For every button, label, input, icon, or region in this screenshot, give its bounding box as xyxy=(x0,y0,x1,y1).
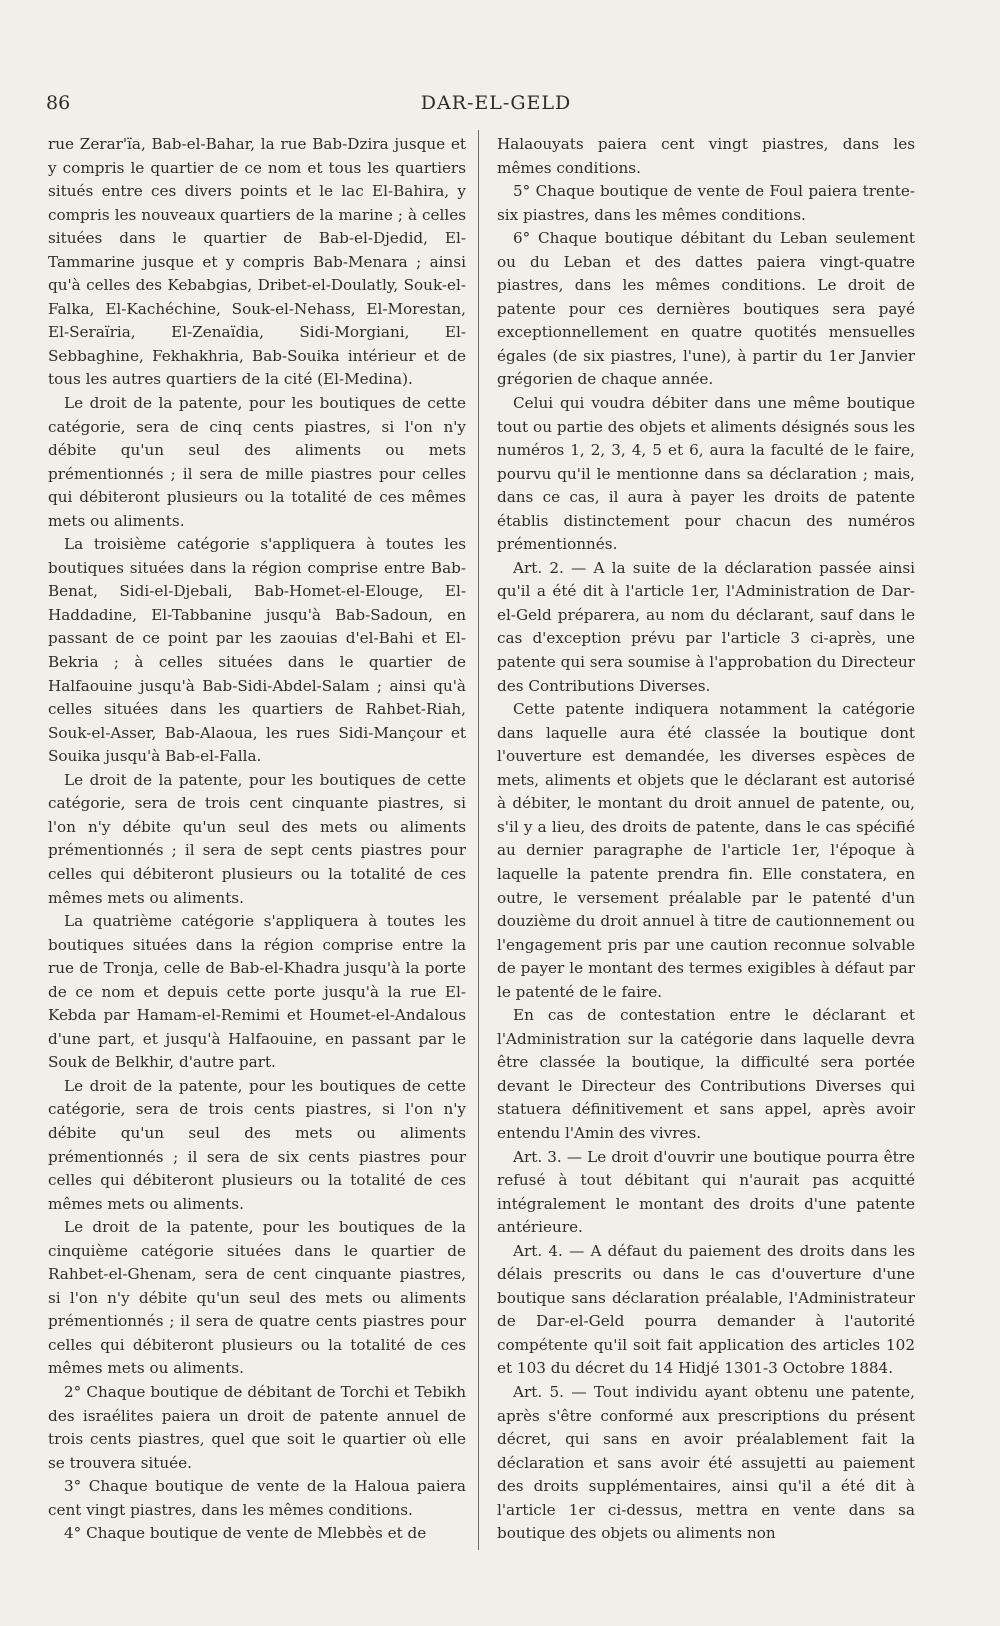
paragraph: Halaouyats paiera cent vingt piastres, dans les mêmes conditions. xyxy=(497,135,915,177)
paragraph: Cette patente indiquera notamment la catégorie dans laquelle aura été classée la boutique dont l'ouverture est demandée, les diverses espèces de mets, aliments et objets que le déclarant est autorisé à débiter, le montant du droit annuel de patente, ou, s'il y a lieu, des droits de patente, dans le cas spécifié au dernier paragraphe de l'article 1er, l'époque à laquelle la patente prendra fin. Elle constatera, en outre, le versement préalable par le patenté d'un douzième du droit annuel à titre de cautionnement ou l'engagement pris par une caution reconnue solvable de payer le montant des termes exigibles à défaut par le patenté de le faire. xyxy=(497,700,915,1001)
paragraph: 5° Chaque boutique de vente de Foul paiera trente-six piastres, dans les mêmes conditions. xyxy=(497,182,915,224)
left-column xyxy=(48,133,466,1546)
paragraph: 2° Chaque boutique de débitant de Torchi et Tebikh des israélites paiera un droit de patente annuel de trois cents piastres, quel que soit le quartier où elle se trouvera située. xyxy=(48,1382,466,1472)
paragraph: Le droit de la patente, pour les boutiques de la cinquième catégorie situées dans le quartier de Rahbet-el-Ghenam, sera de cent cinquante piastres, si l'on n'y débite qu'un seul des mets ou aliments prémentionnés ; il sera de quatre cents piastres pour celles qui débiteront plusieurs ou la totalité de ces mêmes mets ou aliments. xyxy=(48,1218,466,1378)
paragraph: Le droit de la patente, pour les boutiques de cette catégorie, sera de trois cent cinquante piastres, si l'on n'y débite qu'un seul des mets ou aliments prémentionnés ; il sera de sept cents piastres pour celles qui débiteront plusieurs ou la totalité de ces mêmes mets ou aliments. xyxy=(48,770,466,907)
paragraph: 6° Chaque boutique débitant du Leban seulement ou du Leban et des dattes paiera vingt-quatre piastres, dans les mêmes conditions. Le droit de patente pour ces dernières boutiques sera payé exceptionnellement en quatre quotités mensuelles égales (de six piastres, l'une), à partir du 1er Janvier grégorien de chaque année. xyxy=(497,229,915,389)
paragraph: 4° Chaque boutique de vente de Mlebbès et de xyxy=(64,1524,427,1543)
paragraph: En cas de contestation entre le déclarant et l'Administration sur la catégorie dans laquelle devra être classée la boutique, la difficulté sera portée devant le Directeur des Contributions Diverses qui statuera définitivement et sans appel, après avoir entendu l'Amin des vivres. xyxy=(497,1006,915,1142)
column-divider xyxy=(478,130,479,1550)
paragraph: 3° Chaque boutique de vente de la Haloua paiera cent vingt piastres, dans les mêmes conditions. xyxy=(48,1477,466,1519)
paragraph: rue Zerar'ïa, Bab-el-Bahar, la rue Bab-Dzira jusque et y compris le quartier de ce nom et tous les quartiers situés entre ces divers points et le lac El-Bahira, y compris les nouveaux quartiers de la marine ; à celles situées dans le quartier de Bab-el-Djedid, El-Tammarine jusque et y compris Bab-Menara ; ainsi qu'à celles des Kebabgias, Dribet-el-Doulatly, Souk-el-Falka, El-Kachéchine, Souk-el-Nehass, El-Morestan, El-Seraïria, El-Zenaïdia, Sidi-Morgiani, El-Sebbaghine, Fekhakhria, Bab-Souika intérieur et de tous les autres quartiers de la cité (El-Medina). xyxy=(48,135,466,389)
paragraph: La troisième catégorie s'appliquera à toutes les boutiques situées dans la région comprise entre Bab-Benat, Sidi-el-Djebali, Bab-Homet-el-Elouge, El-Haddadine, El-Tabbanine jusqu'à Bab-Sadoun, en passant de ce point par les zaouias d'el-Bahi et El-Bekria ; à celles situées dans le quartier de Halfaouine jusqu'à Bab-Sidi-Abdel-Salam ; ainsi qu'à celles situées dans les quartiers de Rahbet-Riah, Souk-el-Asser, Bab-Alaoua, les rues Sidi-Mançour et Souika jusqu'à Bab-el-Falla. xyxy=(48,535,466,766)
paragraph: Art. 5. — Tout individu ayant obtenu une patente, après s'être conformé aux prescriptions du présent décret, qui sans en avoir préalablement fait la déclaration et sans avoir été assujetti au paiement des droits supplémentaires, ainsi qu'il a été dit à l'article 1er ci-dessus, mettra en vente dans sa boutique des objets ou aliments non xyxy=(497,1382,915,1543)
paragraph: Le droit de la patente, pour les boutiques de cette catégorie, sera de cinq cents piastres, si l'on n'y débite qu'un seul des aliments ou mets prémentionnés ; il sera de mille piastres pour celles qui débiteront plusieurs ou la totalité de ces mêmes mets ou aliments. xyxy=(48,394,466,530)
paragraph: Celui qui voudra débiter dans une même boutique tout ou partie des objets et aliments désignés sous les numéros 1, 2, 3, 4, 5 et 6, aura la faculté de le faire, pourvu qu'il le mentionne dans sa déclaration ; mais, dans ce cas, il aura à payer les droits de patente établis distinctement pour chacun des numéros prémentionnés. xyxy=(497,394,915,554)
paragraph: Art. 2. — A la suite de la déclaration passée ainsi qu'il a été dit à l'article 1er, l'Administration de Dar-el-Geld préparera, au nom du déclarant, sauf dans le cas d'exception prévu par l'article 3 ci-après, une patente qui sera soumise à l'approbation du Directeur des Contributions Diverses. xyxy=(497,558,915,695)
paragraph: Art. 3. — Le droit d'ouvrir une boutique pourra être refusé à tout débitant qui n'aurait pas acquitté intégralement le montant des droits d'une patente antérieure. xyxy=(497,1147,915,1237)
paragraph: La quatrième catégorie s'appliquera à toutes les boutiques situées dans la région comprise entre la rue de Tronja, celle de Bab-el-Khadra jusqu'à la porte de ce nom et depuis cette porte jusqu'à la rue El-Kebda par Hamam-el-Remimi et Houmet-el-Andalous d'une part, et jusqu'à Halfaouine, en passant par le Souk de Belkhir, d'autre part. xyxy=(48,912,466,1072)
running-head xyxy=(46,92,946,122)
page-number: 86 xyxy=(46,92,71,114)
running-title: DAR-EL-GELD xyxy=(420,92,572,114)
paragraph: Le droit de la patente, pour les boutiques de cette catégorie, sera de trois cents piastres, si l'on n'y débite qu'un seul des mets ou aliments prémentionnés ; il sera de six cents piastres pour celles qui débiteront plusieurs ou la totalité de ces mêmes mets ou aliments. xyxy=(48,1076,466,1213)
paragraph: Art. 4. — A défaut du paiement des droits dans les délais prescrits ou dans le cas d'ouverture d'une boutique sans déclaration préalable, l'Administrateur de Dar-el-Geld pourra demander à l'autorité compétente qu'il soit fait application des articles 102 et 103 du décret du 14 Hidjé 1301-3 Octobre 1884. xyxy=(497,1241,915,1378)
right-column xyxy=(497,133,915,1546)
